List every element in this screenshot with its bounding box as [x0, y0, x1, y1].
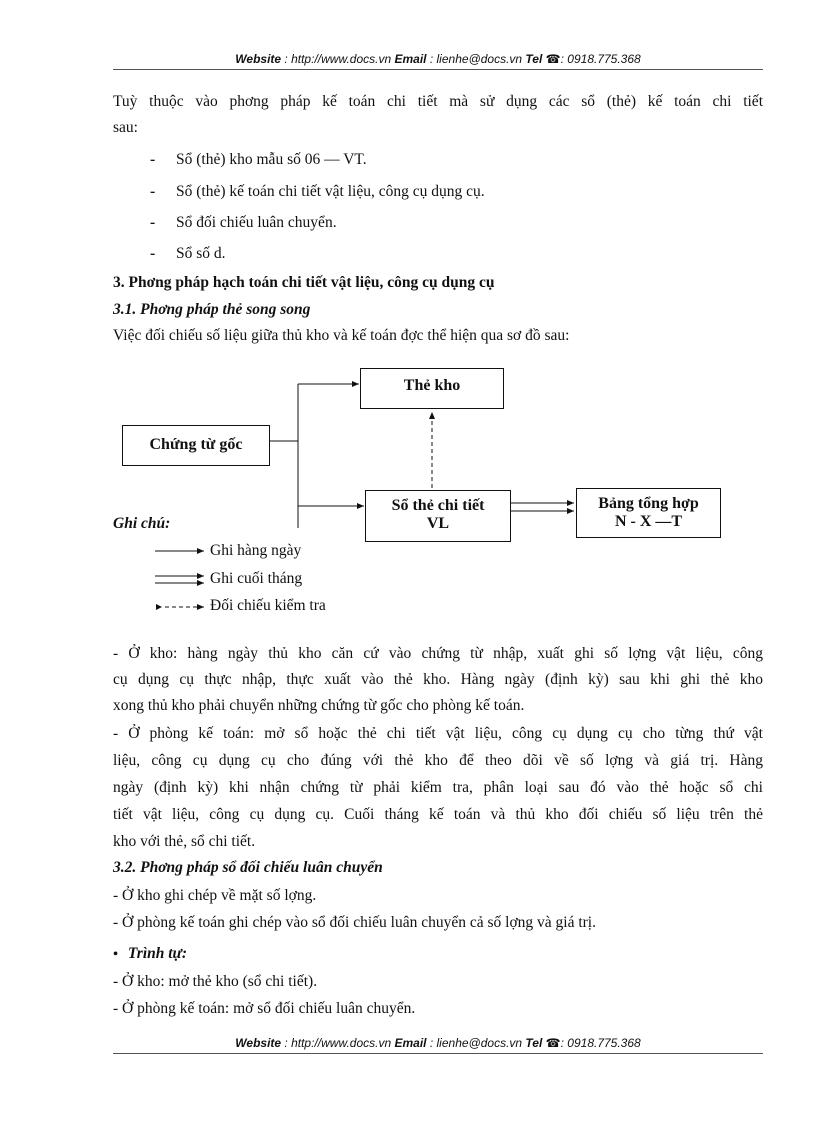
bullet-dot: •	[113, 947, 118, 962]
legend-daily: Ghi hàng ngày	[210, 542, 302, 559]
section-3-1-title: 3.1. Phơng pháp thẻ song song	[113, 301, 311, 318]
email-label: Email	[394, 1036, 427, 1050]
bullet-item: - Sổ số d.	[150, 245, 226, 262]
para-ketoan-line: - Ở phòng kế toán: mở sổ hoặc thẻ chi tiết vật liệu, công cụ dụng cụ cho từng thứ vật	[113, 725, 763, 742]
tel-label: Tel	[525, 1036, 543, 1050]
para-kho-line: xong thủ kho phải chuyển những chứng từ gốc cho phòng kế toán.	[113, 697, 525, 714]
section-3-1-intro: Việc đối chiếu số liệu giữa thủ kho và kế toán đợc thể hiện qua sơ đồ sau:	[113, 327, 570, 344]
website-url[interactable]: : http://www.docs.vn	[284, 52, 392, 66]
intro-line-1: Tuỳ thuộc vào phơng pháp kế toán chi tiết mà sử dụng các sổ (thẻ) kế toán chi tiết	[113, 93, 763, 110]
section-3-2-line: - Ở kho ghi chép về mặt số lợng.	[113, 887, 317, 904]
bullet-item: - Sổ (thẻ) kế toán chi tiết vật liệu, công cụ dụng cụ.	[150, 183, 485, 200]
para-ketoan-line: ngày (định kỳ) khi nhận chứng từ phải kiểm tra, phân loại sau đó vào thẻ hoặc sổ chi	[113, 779, 763, 796]
trinh-tu-title: • Trình tự:	[113, 944, 763, 965]
intro-line-2: sau:	[113, 119, 138, 136]
section-3-title: 3. Phơng pháp hạch toán chi tiết vật liệu, công cụ dụng cụ	[113, 274, 495, 291]
legend-check: Đối chiếu kiểm tra	[210, 597, 326, 614]
phone-icon: ☎	[545, 1036, 561, 1050]
website-label: Website	[235, 52, 282, 66]
email-value[interactable]: : lienhe@docs.vn	[429, 1036, 523, 1050]
email-label: Email	[394, 52, 427, 66]
para-ketoan-line: tiết vật liệu, công cụ dụng cụ. Cuối tháng kế toán và thủ kho đối chiếu số liệu trên thẻ	[113, 806, 763, 823]
legend-title: Ghi chú:	[113, 515, 171, 532]
para-ketoan-line: kho với thẻ, sổ chi tiết.	[113, 833, 256, 850]
box-bang-tong-hop: Bảng tổng hợp N - X —T	[576, 488, 721, 538]
tel-value: : 0918.775.368	[560, 52, 641, 66]
page-footer	[113, 1036, 763, 1050]
para-kho-line: - Ở kho: hàng ngày thủ kho căn cứ vào chứng từ nhập, xuất ghi số lợng vật liệu, công	[113, 645, 763, 662]
bullet-item: - Sổ đối chiếu luân chuyển.	[150, 214, 337, 231]
website-label: Website	[235, 1036, 282, 1050]
box-the-kho: Thẻ kho	[360, 368, 504, 409]
trinh-tu-line: - Ở kho: mở thẻ kho (sổ chi tiết).	[113, 973, 318, 990]
trinh-tu-line: - Ở phòng kế toán: mở sổ đối chiếu luân chuyển.	[113, 1000, 416, 1017]
footer-rule	[113, 1053, 763, 1054]
section-3-2-line: - Ở phòng kế toán ghi chép vào sổ đối chiếu luân chuyển cả số lợng và giá trị.	[113, 914, 596, 931]
tel-label: Tel	[525, 52, 543, 66]
website-url[interactable]: : http://www.docs.vn	[284, 1036, 392, 1050]
para-ketoan-line: liệu, công cụ dụng cụ cho đúng với thẻ kho để theo dõi về số lợng và giá trị. Hàng	[113, 752, 763, 769]
phone-icon: ☎	[545, 52, 561, 66]
para-kho-line: cụ dụng cụ thực nhập, thực xuất vào thẻ kho. Hàng ngày (định kỳ) sau khi ghi thẻ kho	[113, 671, 763, 688]
tel-value: : 0918.775.368	[560, 1036, 641, 1050]
legend-monthly: Ghi cuối tháng	[210, 570, 303, 587]
email-value[interactable]: : lienhe@docs.vn	[429, 52, 523, 66]
bullet-item: - Sổ (thẻ) kho mẫu số 06 — VT.	[150, 151, 367, 168]
box-chung-tu-goc: Chứng từ gốc	[122, 425, 270, 466]
box-so-the-chi-tiet: Sổ thẻ chi tiết VL	[365, 490, 511, 542]
section-3-2-title: 3.2. Phơng pháp sổ đối chiếu luân chuyển	[113, 859, 383, 876]
